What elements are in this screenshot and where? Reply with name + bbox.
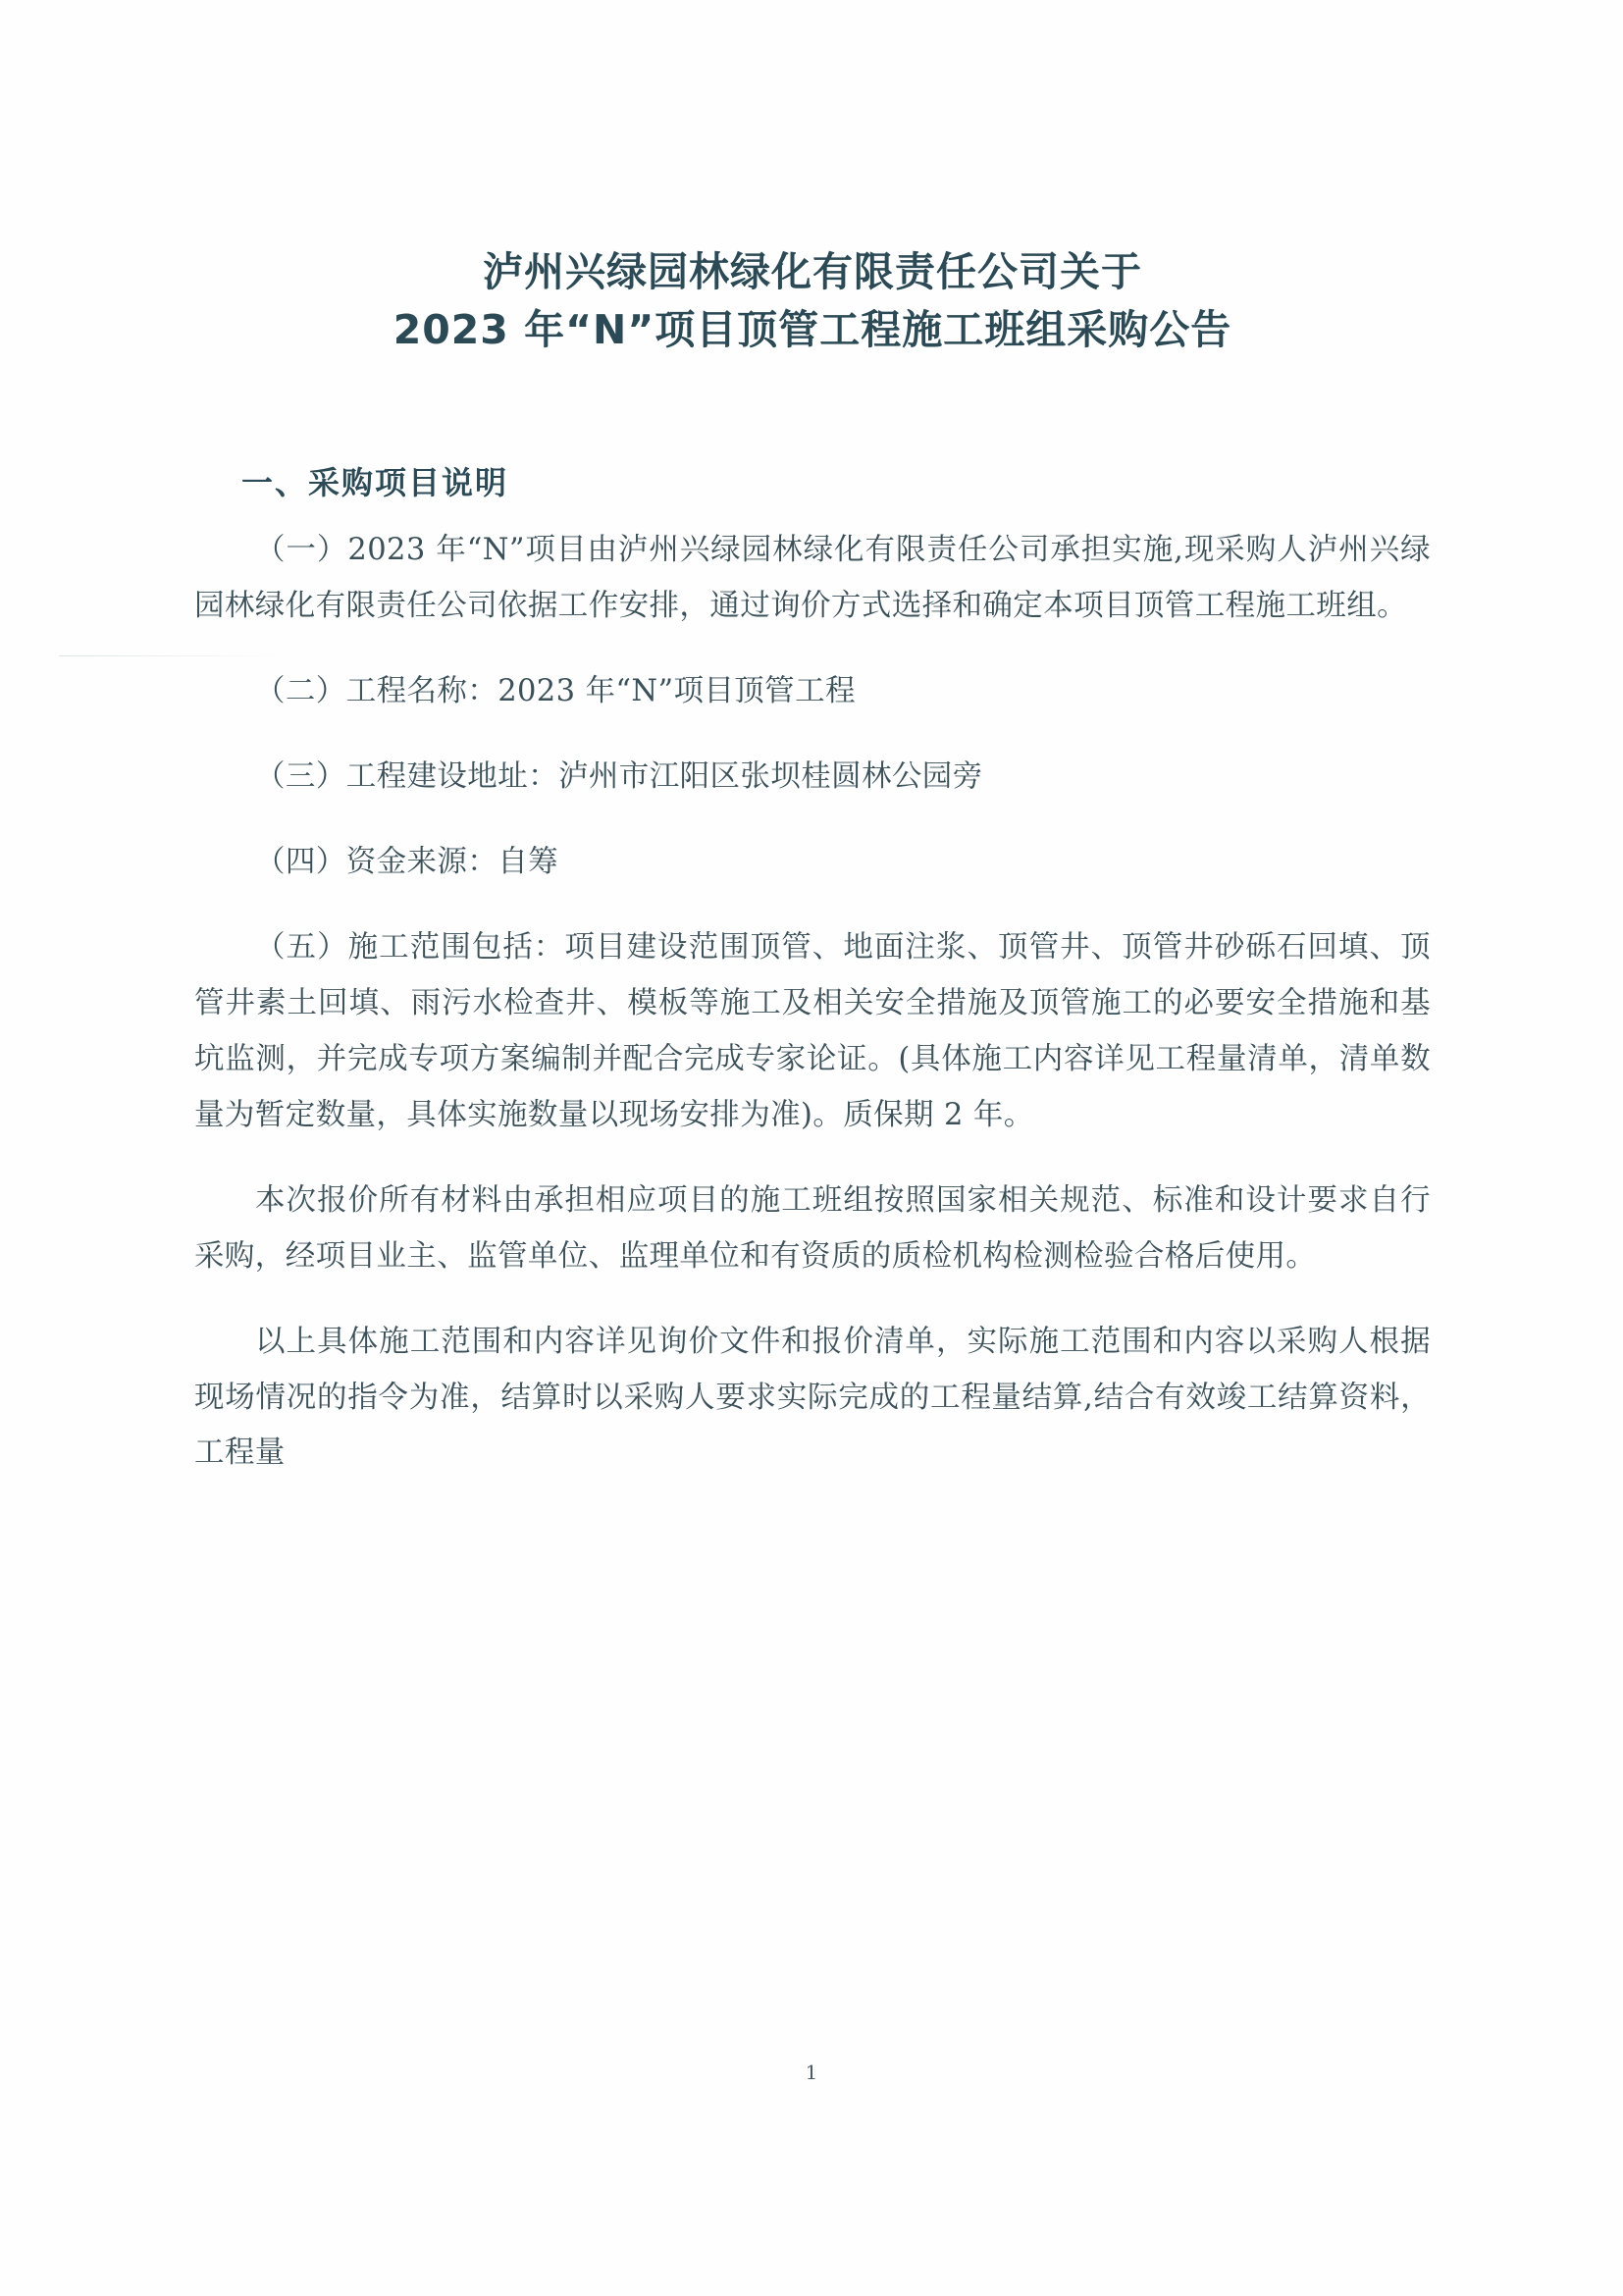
paragraph-scope-note: 以上具体施工范围和内容详见询价文件和报价清单，实际施工范围和内容以采购人根据现场情况的指令为准，结算时以采购人要求实际完成的工程量结算,结合有效竣工结算资料，工程量 [194, 1324, 1431, 1471]
page-title-line-2: 2023 年“N”项目顶管工程施工班组采购公告 [393, 306, 1232, 354]
page-title [194, 243, 1431, 360]
paragraph-materials-note: 本次报价所有材料由承担相应项目的施工班组按照国家相关规范、标准和设计要求自行采购，经项目业主、监管单位、监理单位和有资质的质检机构检测检验合格后使用。 [194, 1182, 1431, 1274]
page-title-line-1: 泸州兴绿园林绿化有限责任公司关于 [483, 248, 1142, 295]
paragraph-item-5: （五）施工范围包括：项目建设范围顶管、地面注浆、顶管井、顶管井砂砾石回填、顶管井素土回填、雨污水检查井、模板等施工及相关安全措施及顶管施工的必要安全措施和基坑监测，并完成专项方案编制并配合完成专家论证。(具体施工内容详见工程量清单，清单数量为暂定数量，具体实施数量以现场安排为准)。质保期 2 年。 [194, 930, 1431, 1132]
paragraph-item-4: （四）资金来源：自筹 [255, 845, 558, 880]
paragraph-item-1: （一）2023 年“N”项目由泸州兴绿园林绿化有限责任公司承担实施,现采购人泸州兴绿园林绿化有限责任公司依据工作安排，通过询价方式选择和确定本项目顶管工程施工班组。 [194, 532, 1431, 623]
document-content [194, 0, 1431, 1511]
paragraph-item-3: （三）工程建设地址：泸州市江阳区张坝桂圆林公园旁 [255, 759, 983, 795]
section-heading-procurement-description: 一、采购项目说明 [241, 463, 509, 501]
page-number: 1 [805, 2061, 818, 2084]
paragraph-item-2: （二）工程名称：2023 年“N”项目顶管工程 [255, 673, 856, 708]
